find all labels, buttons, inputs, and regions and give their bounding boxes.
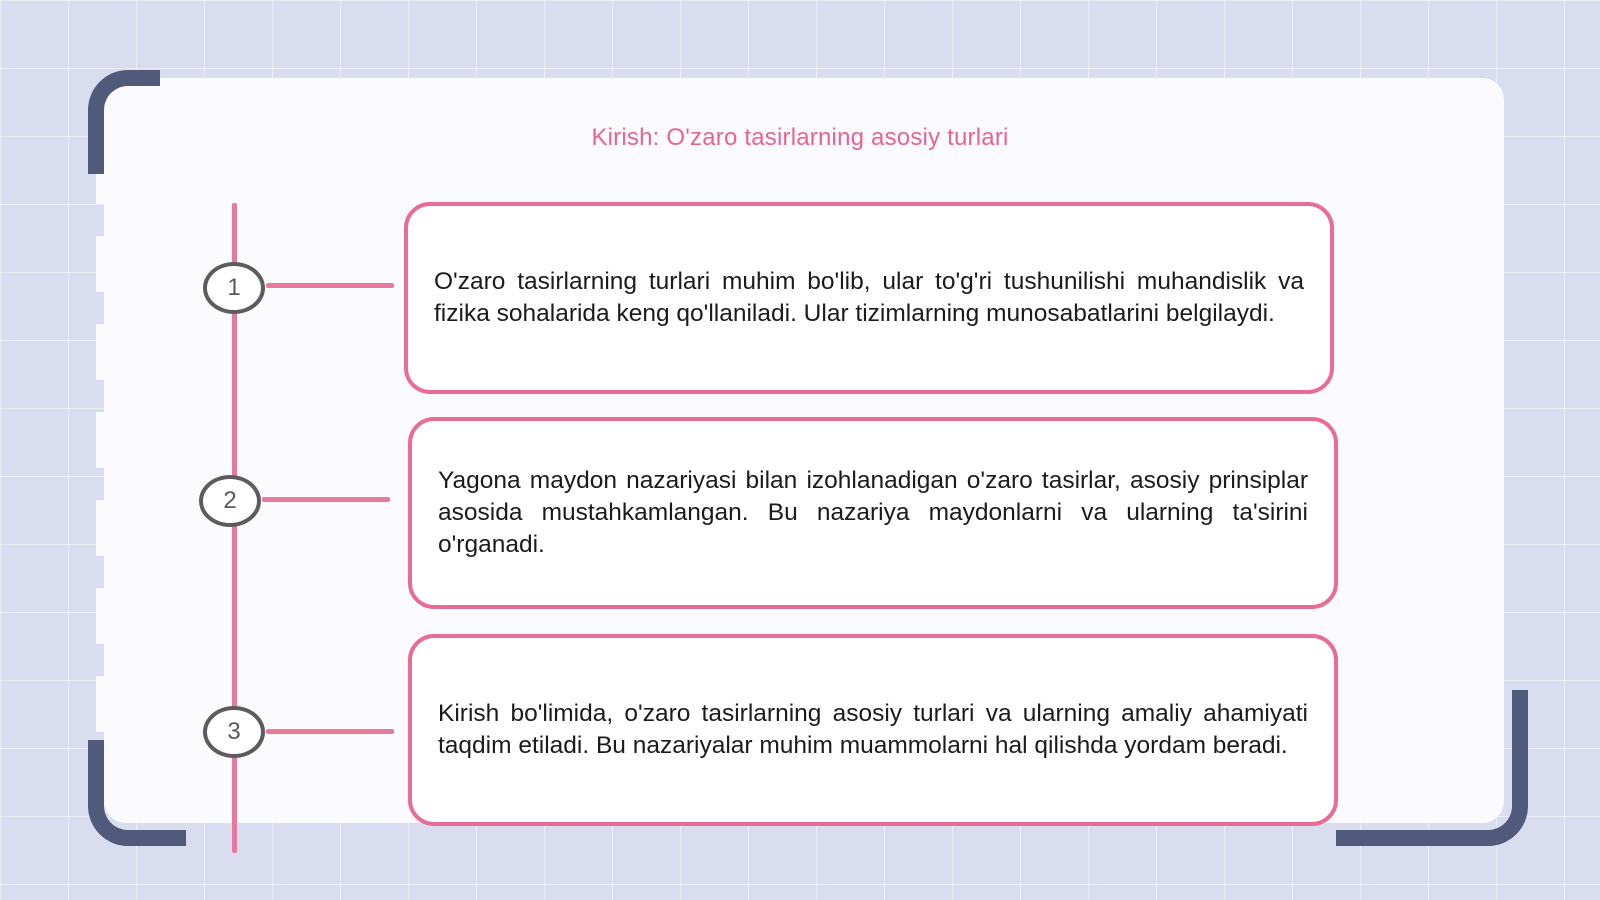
step-card-2 [408,417,1338,609]
corner-bracket-bottom-left [88,740,186,846]
step-text-2: Yagona maydon nazariyasi bilan izohlanadigan o'zaro tasirlar, asosiy prinsiplar asosida mustahkamlangan. Bu nazariya maydonlarni va ularning ta'sirini o'rganadi. [438,467,1308,558]
slide-title: Kirish: O'zaro tasirlarning asosiy turlari [591,124,1009,151]
step-text-3: Kirish bo'limida, o'zaro tasirlarning asosiy turlari va ularning amaliy ahamiyati taqdim etiladi. Bu nazariyalar muhim muammolarni hal qilishda yordam beradi. [438,700,1308,759]
corner-bracket-top-left [88,70,160,174]
step-marker-1: 1 [203,262,265,314]
corner-bracket-bottom-right [1336,690,1528,846]
timeline-connector [266,283,394,288]
step-marker-3: 3 [203,706,265,758]
timeline-connector [262,497,390,502]
timeline-connector [266,729,394,734]
step-text-1: O'zaro tasirlarning turlari muhim bo'lib, ular to'g'ri tushunilishi muhandislik va fizika sohalarida keng qo'llaniladi. Ular tizimlarning munosabatlarini belgilaydi. [434,268,1304,327]
step-card-1 [404,202,1334,394]
step-marker-2: 2 [199,475,261,527]
step-card-3 [408,634,1338,826]
